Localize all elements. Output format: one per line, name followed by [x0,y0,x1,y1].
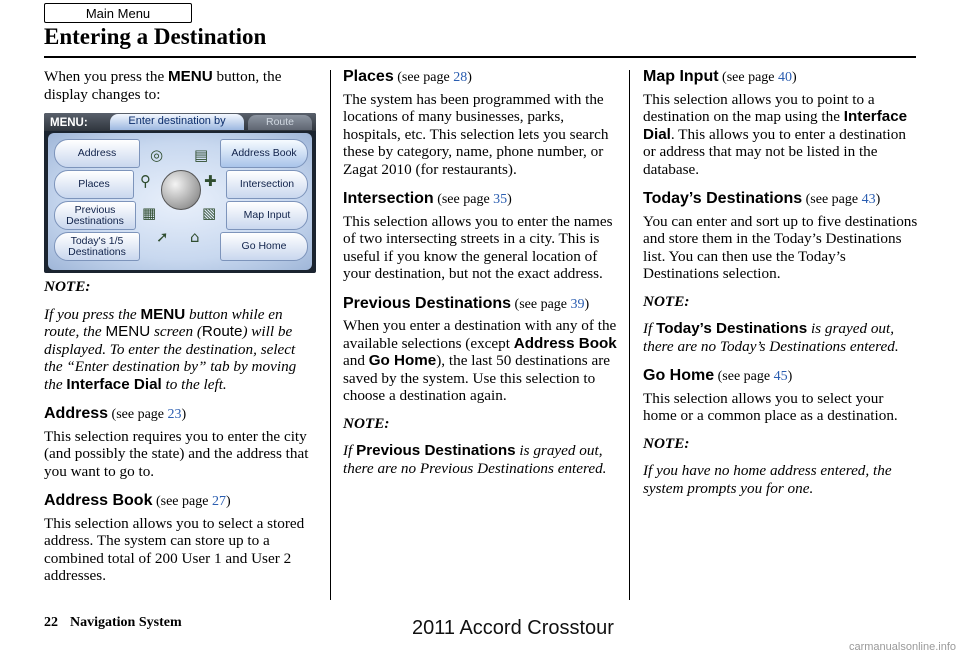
main-menu-button[interactable]: Main Menu [44,3,192,23]
address-book-description: This selection allows you to select a stored address. The system can store up to a combined total of 200 User 1 and User 2 addresses. [44,514,305,584]
heading-go-home: Go Home (see page 45) [643,367,793,384]
note-label-2: NOTE: [343,414,390,432]
heading-map-input: Map Input (see page 40) [643,68,797,85]
screen-option-address-book: Address Book [220,139,308,168]
note-label-3: NOTE: [643,292,690,310]
screen-option-address: Address [54,139,140,168]
menu-button-ref: MENU [168,68,213,85]
column-divider-1 [330,70,331,600]
note-label-1: NOTE: [44,278,91,295]
page-link-23[interactable]: 23 [167,407,182,422]
page-link-39[interactable]: 39 [570,296,585,312]
previous-destinations-description: When you enter a destination with any of the available selections (except Address Book and Go Home), the last 50 destinations are saved by the system. Use this selection to choose a destination again. [343,317,617,404]
screen-menu-label: MENU: [50,117,88,129]
map-input-description: This selection allows you to point to a destination on the map using the Interface Dial. This allows you to enter a destination or address that may not be listed in the database. [643,90,908,178]
crossroads-icon: ✚ [204,172,217,190]
tab-enter-destination-by: Enter destination by [110,114,244,130]
globe-icon: ◎ [150,146,164,164]
page-link-43[interactable]: 43 [861,192,876,207]
note-label-4: NOTE: [643,434,690,452]
address-description: This selection requires you to enter the city (and possibly the state) and the address that you want to go to. [44,427,309,480]
note-menu-en-route: If you press the MENU button while en route, the MENU screen (Route) will be displayed. To enter the destination, select the “Enter destination by” tab by moving the Interface Dial to the left. [44,305,297,393]
heading-places: Places (see page 28) [343,68,472,85]
note-no-home-address: If you have no home address entered, the system prompts you for one. [643,462,892,497]
page-link-40[interactable]: 40 [778,70,793,85]
screen-option-map-input: Map Input [226,201,308,230]
heading-previous-destinations: Previous Destinations (see page 39) [343,294,590,312]
screen-option-previous: Previous Destinations [54,201,136,230]
intersection-description: This selection allows you to enter the names of two intersecting streets in a city. This is useful if you know the general location of your destination, but not the exact address. [343,212,613,282]
column-divider-2 [629,70,630,600]
column-1 [44,68,316,595]
column-3 [643,68,918,507]
go-home-description: This selection allows you to select your home or a common place as a destination. [643,389,898,424]
menu-screenshot [44,113,316,273]
title-divider [44,56,916,58]
page-link-28[interactable]: 28 [453,70,468,85]
screen-option-places: Places [54,170,134,199]
note-todays-grayed: If Today’s Destinations is grayed out, there are no Today’s Destinations entered. [643,320,899,355]
heading-todays-destinations: Today’s Destinations (see page 43) [643,190,881,207]
column-2 [343,68,617,487]
calendar-icon: ▦ [142,204,157,222]
todays-destinations-description: You can enter and sort up to five destinations and store them in the Today’s Destinations list. You can then use the Today’s Destinations selection. [643,212,918,282]
page-number: 22 [44,615,58,630]
heading-address-book: Address Book (see page 27) [44,492,231,509]
page-link-45[interactable]: 45 [773,369,788,384]
heading-address: Address (see page 23) [44,405,187,422]
intro-paragraph: When you press the MENU button, the display changes to: [44,68,282,103]
book-icon: ▤ [194,146,209,164]
interface-dial-knob [161,170,201,210]
arrow-icon: ➚ [156,228,169,246]
heading-intersection: Intersection (see page 35) [343,190,512,207]
note-previous-grayed: If Previous Destinations is grayed out, there are no Previous Destinations entered. [343,442,607,477]
page-footer [44,615,182,631]
house-icon: ⌂ [190,228,200,246]
screen-option-todays: Today's 1/5 Destinations [54,232,140,261]
places-description: The system has been programmed with the locations of many businesses, parks, hospitals, etc. This selection lets you search these by category, name, phone number, or Zagat 2010 (for restaurants). [343,90,609,178]
menu-screen-figure [44,113,316,278]
screen-option-intersection: Intersection [226,170,308,199]
site-watermark: carmanualsonline.info [848,641,956,653]
page-link-27[interactable]: 27 [211,494,226,509]
footer-section: Navigation System [70,615,182,630]
fork-icon: ⚲ [140,172,151,190]
map-icon: ▧ [202,204,217,222]
page-title: Entering a Destination [44,24,267,49]
tab-route: Route [248,115,312,130]
model-watermark: 2011 Accord Crosstour [412,617,614,639]
screen-option-go-home: Go Home [220,232,308,261]
page-link-35[interactable]: 35 [493,192,508,207]
